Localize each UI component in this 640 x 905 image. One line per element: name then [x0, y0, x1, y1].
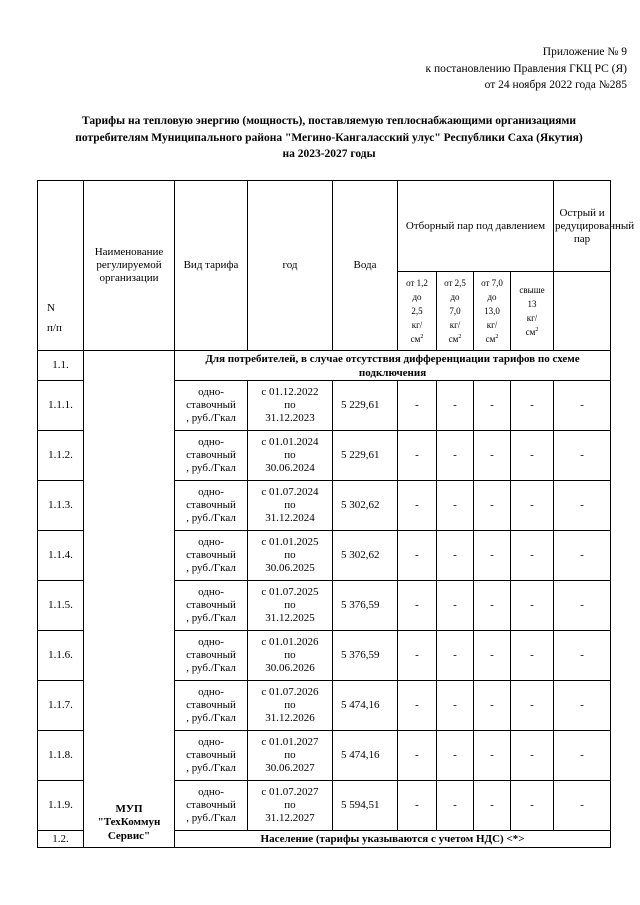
row-number: 1.1.5.: [38, 581, 84, 631]
empty-value: -: [474, 481, 511, 531]
header-number: [38, 181, 84, 351]
tariff-type: [175, 431, 248, 481]
period-line: 31.12.2023: [265, 412, 315, 424]
steam-pressure-line: кг/: [411, 320, 423, 330]
tariff-type: [175, 581, 248, 631]
row-number: 1.1.3.: [38, 481, 84, 531]
period: [248, 681, 333, 731]
tariff-type: [175, 531, 248, 581]
tariff-type: [175, 681, 248, 731]
period-line: по: [284, 799, 296, 811]
period-line: 30.06.2024: [265, 462, 315, 474]
empty-value: -: [398, 581, 437, 631]
row-number: 1.1.4.: [38, 531, 84, 581]
steam-pressure-line: до: [450, 292, 460, 302]
period: [248, 581, 333, 631]
tariff-type-line: , руб./Гкал: [186, 812, 236, 824]
empty-value: -: [554, 481, 611, 531]
tariff-type-line: , руб./Гкал: [186, 612, 236, 624]
title-line-3: на 2023-2027 годы: [282, 148, 376, 160]
empty-value: -: [437, 631, 474, 681]
organization-line: "ТехКоммун: [97, 816, 161, 828]
empty-value: -: [554, 681, 611, 731]
empty-value: -: [511, 781, 554, 831]
empty-value: -: [554, 581, 611, 631]
tariff-type-line: одно-: [198, 536, 224, 548]
empty-value: -: [554, 631, 611, 681]
empty-value: -: [398, 681, 437, 731]
period: [248, 731, 333, 781]
tariff-type-line: одно-: [198, 636, 224, 648]
unit-text: см: [525, 327, 536, 337]
period: [248, 381, 333, 431]
empty-value: -: [474, 631, 511, 681]
water-tariff: 5 376,59: [333, 631, 398, 681]
empty-value: -: [511, 531, 554, 581]
steam-pressure-header: [398, 272, 437, 351]
steam-pressure-unit: [475, 332, 509, 346]
tariff-type: [175, 381, 248, 431]
empty-value: -: [398, 531, 437, 581]
steam-pressure-line: 2,5: [411, 306, 423, 316]
empty-value: -: [437, 531, 474, 581]
period-line: с 01.07.2027: [261, 786, 319, 798]
steam-pressure-unit: [512, 325, 552, 339]
period-line: с 01.12.2022: [261, 386, 319, 398]
tariff-type-line: ставочный: [186, 799, 236, 811]
tariff-type-line: ставочный: [186, 599, 236, 611]
steam-pressure-line: кг/: [449, 320, 461, 330]
steam-pressure-header: [511, 272, 554, 351]
header-water: Вода: [333, 181, 398, 351]
period-line: с 01.01.2026: [261, 636, 319, 648]
empty-value: -: [474, 381, 511, 431]
section-title: Население (тарифы указываются с учетом НДС) <*>: [175, 831, 611, 848]
period-line: 31.12.2027: [265, 812, 315, 824]
empty-value: -: [437, 431, 474, 481]
steam-pressure-line: 7,0: [449, 306, 461, 316]
empty-value: -: [437, 581, 474, 631]
tariff-type-line: ставочный: [186, 549, 236, 561]
title-line-1: Тарифы на тепловую энергию (мощность), поставляемую теплоснабжающими организациями: [82, 115, 576, 127]
unit-text: см: [410, 334, 421, 344]
steam-pressure-line: 13,0: [484, 306, 500, 316]
tariff-type-line: одно-: [198, 736, 224, 748]
water-tariff: 5 474,16: [333, 681, 398, 731]
water-tariff: 5 302,62: [333, 481, 398, 531]
empty-value: -: [437, 481, 474, 531]
tariff-type-line: одно-: [198, 786, 224, 798]
steam-pressure-unit: [438, 332, 472, 346]
empty-value: -: [511, 431, 554, 481]
row-number: 1.1.8.: [38, 731, 84, 781]
tariff-type-line: , руб./Гкал: [186, 712, 236, 724]
empty-value: -: [511, 481, 554, 531]
tariff-type-line: , руб./Гкал: [186, 762, 236, 774]
tariff-type: [175, 731, 248, 781]
steam-pressure-unit: [399, 332, 435, 346]
period-line: 31.12.2024: [265, 512, 315, 524]
tariff-type-line: , руб./Гкал: [186, 512, 236, 524]
empty-value: -: [511, 731, 554, 781]
empty-value: -: [474, 731, 511, 781]
period-line: по: [284, 499, 296, 511]
section-row: [38, 351, 611, 381]
row-number: 1.1.2.: [38, 431, 84, 481]
period-line: 30.06.2025: [265, 562, 315, 574]
tariff-type-line: ставочный: [186, 399, 236, 411]
header-sharp-steam: Острый и редуцированный пар: [554, 181, 611, 272]
organization-name: [84, 351, 175, 848]
empty-value: -: [398, 631, 437, 681]
period: [248, 781, 333, 831]
tariff-type: [175, 481, 248, 531]
empty-value: -: [474, 531, 511, 581]
empty-value: -: [474, 681, 511, 731]
period-line: с 01.07.2026: [261, 686, 319, 698]
row-number: 1.1.1.: [38, 381, 84, 431]
tariff-type-line: ставочный: [186, 499, 236, 511]
period: [248, 481, 333, 531]
header-number-n: N: [47, 302, 55, 314]
empty-value: -: [398, 781, 437, 831]
appendix-note: [267, 44, 627, 94]
steam-pressure-line: кг/: [526, 313, 538, 323]
empty-value: -: [437, 681, 474, 731]
empty-value: -: [511, 681, 554, 731]
appendix-date: от 24 ноября 2022 года №285: [484, 79, 627, 91]
section-number: 1.1.: [38, 351, 84, 381]
period-line: с 01.01.2027: [261, 736, 319, 748]
water-tariff: 5 229,61: [333, 381, 398, 431]
appendix-number: Приложение № 9: [542, 46, 627, 58]
steam-pressure-line: от 2,5: [444, 278, 466, 288]
period: [248, 531, 333, 581]
header-year: год: [248, 181, 333, 351]
header-steam: Отборный пар под давлением: [398, 181, 554, 272]
header-number-pp: п/п: [47, 322, 62, 334]
water-tariff: 5 594,51: [333, 781, 398, 831]
organization-line: Сервис": [107, 829, 151, 842]
period-line: по: [284, 599, 296, 611]
period: [248, 631, 333, 681]
steam-pressure-header: [474, 272, 511, 351]
unit-superscript: 2: [420, 334, 424, 340]
period-line: 30.06.2026: [265, 662, 315, 674]
tariff-type-line: одно-: [198, 486, 224, 498]
tariff-type-line: одно-: [198, 686, 224, 698]
empty-value: -: [437, 781, 474, 831]
empty-value: -: [511, 631, 554, 681]
empty-value: -: [474, 431, 511, 481]
period-line: по: [284, 749, 296, 761]
period-line: по: [284, 649, 296, 661]
steam-pressure-line: свыше: [519, 285, 545, 295]
tariff-type-line: , руб./Гкал: [186, 462, 236, 474]
period: [248, 431, 333, 481]
period-line: 31.12.2025: [265, 612, 315, 624]
unit-superscript: 2: [458, 334, 462, 340]
document-title: [34, 113, 624, 163]
header-organization: Наименование регулируемой организации: [84, 181, 175, 351]
period-line: с 01.07.2025: [261, 586, 319, 598]
appendix-decree: к постановлению Правления ГКЦ РС (Я): [425, 62, 627, 75]
empty-value: -: [554, 731, 611, 781]
tariff-type-line: одно-: [198, 436, 224, 448]
period-line: по: [284, 449, 296, 461]
empty-value: -: [437, 381, 474, 431]
period-line: 31.12.2026: [265, 712, 315, 724]
water-tariff: 5 474,16: [333, 731, 398, 781]
tariff-type: [175, 631, 248, 681]
empty-value: -: [554, 781, 611, 831]
empty-value: -: [554, 431, 611, 481]
steam-pressure-line: кг/: [486, 320, 498, 330]
steam-pressure-line: от 7,0: [481, 278, 503, 288]
steam-pressure-header: [437, 272, 474, 351]
empty-value: -: [474, 581, 511, 631]
empty-value: -: [511, 381, 554, 431]
steam-pressure-line: до: [487, 292, 497, 302]
unit-superscript: 2: [495, 334, 499, 340]
period-line: 30.06.2027: [265, 762, 315, 774]
header-tariff-type: Вид тарифа: [175, 181, 248, 351]
tariff-type-line: , руб./Гкал: [186, 562, 236, 574]
unit-text: см: [448, 334, 459, 344]
empty-value: -: [437, 731, 474, 781]
steam-pressure-line: до: [412, 292, 422, 302]
empty-value: -: [398, 431, 437, 481]
tariff-type-line: , руб./Гкал: [186, 662, 236, 674]
empty-value: -: [511, 581, 554, 631]
period-line: с 01.01.2024: [261, 436, 319, 448]
tariff-table: [37, 180, 635, 848]
period-line: по: [284, 699, 296, 711]
unit-superscript: 2: [535, 327, 539, 333]
row-number: 1.1.7.: [38, 681, 84, 731]
tariff-type-line: одно-: [198, 586, 224, 598]
tariff-type-line: , руб./Гкал: [186, 412, 236, 424]
empty-value: -: [398, 731, 437, 781]
water-tariff: 5 229,61: [333, 431, 398, 481]
section-number: 1.2.: [38, 831, 84, 848]
steam-pressure-line: 13: [527, 299, 537, 309]
organization-line: МУП: [115, 802, 143, 815]
empty-value: -: [398, 381, 437, 431]
period-line: по: [284, 549, 296, 561]
empty-value: -: [398, 481, 437, 531]
title-line-2: потребителям Муниципального района "Мегино-Кангаласский улус" Республики Саха (Якутия): [75, 131, 583, 144]
unit-text: см: [485, 334, 496, 344]
section-title: Для потребителей, в случае отсутствия дифференциации тарифов по схеме подключения: [175, 351, 611, 381]
tariff-type-line: ставочный: [186, 649, 236, 661]
tariff-type: [175, 781, 248, 831]
water-tariff: 5 376,59: [333, 581, 398, 631]
empty-value: -: [554, 531, 611, 581]
tariff-type-line: ставочный: [186, 699, 236, 711]
period-line: с 01.01.2025: [261, 536, 319, 548]
period-line: с 01.07.2024: [261, 486, 319, 498]
empty-value: -: [474, 781, 511, 831]
row-number: 1.1.6.: [38, 631, 84, 681]
steam-pressure-line: от 1,2: [406, 278, 428, 288]
empty-value: -: [554, 381, 611, 431]
water-tariff: 5 302,62: [333, 531, 398, 581]
period-line: по: [284, 399, 296, 411]
tariff-type-line: ставочный: [186, 749, 236, 761]
tariff-type-line: ставочный: [186, 449, 236, 461]
header-sharp-steam-sub: [554, 272, 611, 351]
row-number: 1.1.9.: [38, 781, 84, 831]
tariff-type-line: одно-: [198, 386, 224, 398]
